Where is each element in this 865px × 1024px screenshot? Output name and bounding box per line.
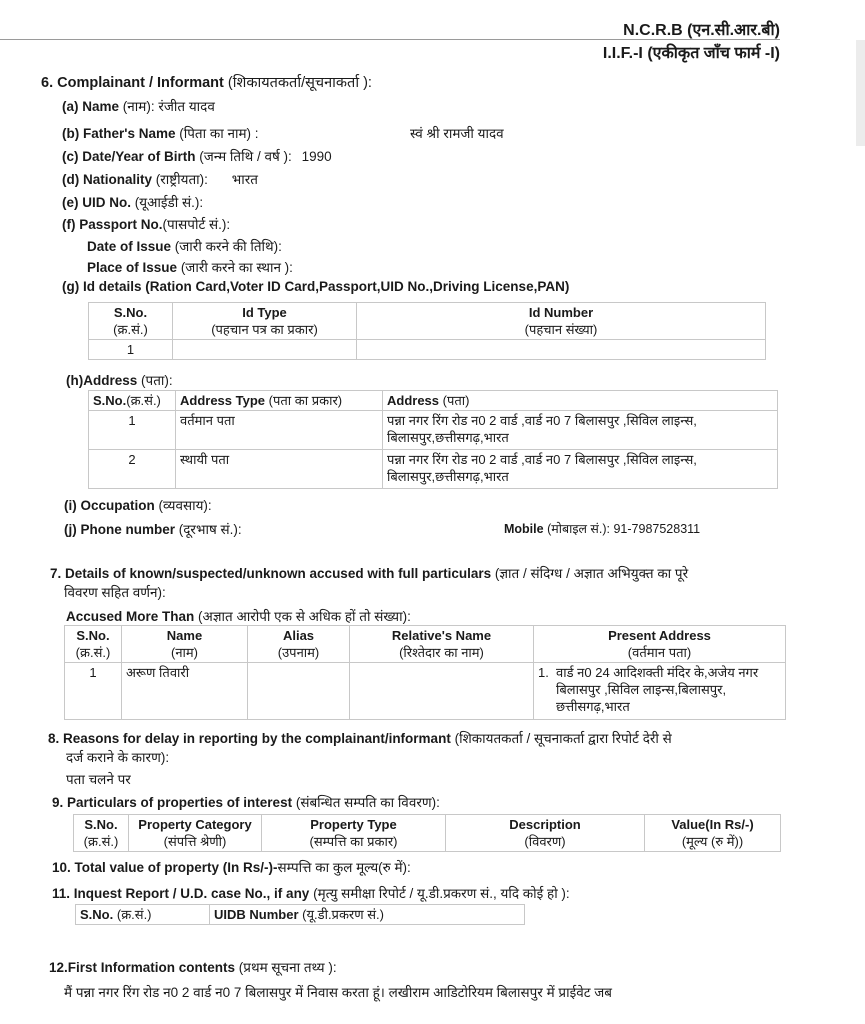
accused-table [64,625,786,720]
page-edge-strip [856,40,865,146]
address-table-header-row [89,391,778,411]
inquest-col-sno: S.No. (क्र.सं.) [76,905,210,925]
field-phone [64,520,242,538]
id-row-sno: 1 [89,340,173,360]
section11-title [52,884,570,902]
id-col-number: Id Number (पहचान संख्या) [357,303,766,340]
passport-label: (f) Passport No. [62,217,163,232]
first-information-text: मैं पन्ना नगर रिंग रोड न0 2 वार्ड न0 7 बिलासपुर में निवास करता हूं। लखीराम आडिटोरियम बिलासपुर में प्राईवेट जब [64,985,612,1000]
id-details-table [88,302,766,360]
nationality-label-hi: (राष्ट्रीयता): [155,172,208,187]
section7-title [50,564,688,582]
section8-title [48,729,672,747]
accused-more-label: Accused More Than [66,609,195,624]
mobile-value: 91-7987528311 [613,522,701,536]
uid-label-hi: (यूआईडी सं.): [134,195,204,210]
section8-title-hi-1: (शिकायतकर्ता / सूचनाकर्ता द्वारा रिपोर्ट देरी से [454,731,672,746]
section11-title-hi: (मृत्यु समीक्षा रिपोर्ट / यू.डी.प्रकरण सं., यदि कोई हो ): [313,886,570,901]
id-row-number [357,340,766,360]
occupation-label: (i) Occupation [64,498,155,513]
section12-title [49,958,337,976]
field-passport [62,215,230,233]
property-table [73,814,781,852]
section6-title-hi: (शिकायतकर्ता/सूचनाकर्ता ): [227,75,372,91]
accused-col-relative: Relative's Name (रिश्तेदार का नाम) [350,626,534,663]
id-details-label: (g) Id details (Ration Card,Voter ID Card,Passport,UID No.,Driving License,PAN) [62,279,570,294]
accused-col-alias: Alias (उपनाम) [248,626,350,663]
section12-title-hi: (प्रथम सूचना तथ्य ): [238,960,337,975]
id-row-type [173,340,357,360]
section12-title-en: 12.First Information contents [49,960,236,975]
addr-col-type: Address Type (पता का प्रकार) [176,391,383,411]
uid-label: (e) UID No. [62,195,131,210]
address-table [88,390,778,489]
section6-title [41,72,372,92]
occupation-label-hi: (व्यवसाय): [158,498,212,513]
delay-reason-value: पता चलने पर [66,772,131,787]
father-label-hi: (पिता का नाम) : [179,126,259,141]
place-of-issue-label: Place of Issue [87,260,178,275]
table-row [65,663,786,720]
section9-title-hi: (संबन्धित सम्पति का विवरण): [295,795,440,810]
mobile-label: Mobile [504,522,544,536]
addr-row-sno: 1 [89,411,176,450]
id-col-sno: S.No. (क्र.सं.) [89,303,173,340]
accused-table-header-row [65,626,786,663]
name-label: (a) Name [62,99,120,114]
accused-more-than [66,607,411,625]
addr-row-address: पन्ना नगर रिंग रोड न0 2 वार्ड ,वार्ड न0 7 बिलासपुर ,सिविल लाइन्स, बिलासपुर,छत्तीसगढ़,भारत [383,411,778,450]
dob-value: 1990 [301,149,332,164]
field-dob [62,147,332,165]
section9-title-en: 9. Particulars of properties of interest [52,795,293,810]
section8-title-en: 8. Reasons for delay in reporting by the complainant/informant [48,731,451,746]
address-label [66,371,173,389]
field-occupation [64,496,212,514]
name-value: रंजीत यादव [158,99,215,114]
iif-header: I.I.F.-I (एकीकृत जाँच फार्म -I) [602,45,780,62]
addr-row-type: स्थायी पता [176,450,383,489]
table-row [89,450,778,489]
inquest-table-header-row [76,905,525,925]
section9-title [52,793,440,811]
accused-col-sno: S.No. (क्र.सं.) [65,626,122,663]
dob-label-hi: (जन्म तिथि / वर्ष ): [199,149,292,164]
dob-label: (c) Date/Year of Birth [62,149,196,164]
date-of-issue-label-hi: (जारी करने की तिथि): [174,239,282,254]
phone-label-hi: (दूरभाष सं.): [178,522,242,537]
phone-label: (j) Phone number [64,522,175,537]
address-label-hi: (पता): [141,373,173,388]
section10-title [52,858,411,876]
field-date-of-issue [87,237,282,255]
section7-title-en: 7. Details of known/suspected/unknown accused with full particulars [50,566,492,581]
property-col-category: Property Category (संपत्ति श्रेणी) [129,815,262,852]
accused-col-address: Present Address (वर्तमान पता) [534,626,786,663]
name-label-hi: (नाम): [122,99,155,114]
mobile-label-hi: (मोबाइल सं.): [547,522,610,536]
table-row [89,411,778,450]
section6-title-en: 6. Complainant / Informant [41,75,224,91]
inquest-table [75,904,525,925]
addr-col-sno: S.No.(क्र.सं.) [89,391,176,411]
id-table-header-row [89,303,766,340]
id-col-type: Id Type (पहचान पत्र का प्रकार) [173,303,357,340]
passport-label-hi: (पासपोर्ट सं.): [162,217,231,232]
section7-title-cont: विवरण सहित वर्णन): [64,585,166,600]
field-place-of-issue [87,258,293,276]
property-col-type: Property Type (सम्पत्ति का प्रकार) [262,815,446,852]
property-table-header-row [74,815,781,852]
accused-address-number: 1. [538,665,549,680]
field-mobile [504,520,700,537]
accused-row-sno: 1 [65,663,122,720]
table-row [89,340,766,360]
accused-row-alias [248,663,350,720]
address-label-en: (h)Address [66,373,138,388]
field-uid [62,193,203,211]
section10-title-hi: सम्पत्ति का कुल मूल्य(रु में): [277,860,411,875]
section10-title-en: 10. Total value of property (In Rs/-)- [52,860,278,875]
property-col-sno: S.No. (क्र.सं.) [74,815,129,852]
father-value: स्वं श्री रामजी यादव [410,126,504,141]
addr-row-type: वर्तमान पता [176,411,383,450]
field-father-name [62,124,259,142]
accused-row-name: अरूण तिवारी [122,663,248,720]
addr-row-sno: 2 [89,450,176,489]
addr-row-address: पन्ना नगर रिंग रोड न0 2 वार्ड ,वार्ड न0 7 बिलासपुर ,सिविल लाइन्स, बिलासपुर,छत्तीसगढ़,भारत [383,450,778,489]
addr-col-address: Address (पता) [383,391,778,411]
field-nationality [62,170,258,188]
accused-row-address [534,663,786,720]
accused-col-name: Name (नाम) [122,626,248,663]
place-of-issue-label-hi: (जारी करने का स्थान ): [180,260,293,275]
inquest-col-uidb: UIDB Number (यू.डी.प्रकरण सं.) [210,905,525,925]
father-label: (b) Father's Name [62,126,176,141]
ncrb-header: N.C.R.B (एन.सी.आर.बी) [623,22,780,39]
section7-title-hi-1: (ज्ञात / संदिग्ध / अज्ञात अभियुक्त का पूरे [494,566,689,581]
property-col-description: Description (विवरण) [446,815,645,852]
section11-title-en: 11. Inquest Report / U.D. case No., if any [52,886,310,901]
accused-row-relative [350,663,534,720]
header-divider [0,39,780,40]
section8-title-cont: दर्ज कराने के कारण): [66,750,170,765]
nationality-value: भारत [231,172,258,187]
property-col-value: Value(In Rs/-) (मूल्य (रु में)) [645,815,781,852]
accused-more-label-hi: (अज्ञात आरोपी एक से अधिक हों तो संख्या): [198,609,411,624]
accused-address-text: वार्ड न0 24 आदिशक्ती मंदिर के,अजेय नगर बिलासपुर ,सिविल लाइन्स,बिलासपुर, छत्तीसगढ़,भारत [556,665,759,714]
date-of-issue-label: Date of Issue [87,239,172,254]
field-name [62,97,215,115]
nationality-label: (d) Nationality [62,172,152,187]
